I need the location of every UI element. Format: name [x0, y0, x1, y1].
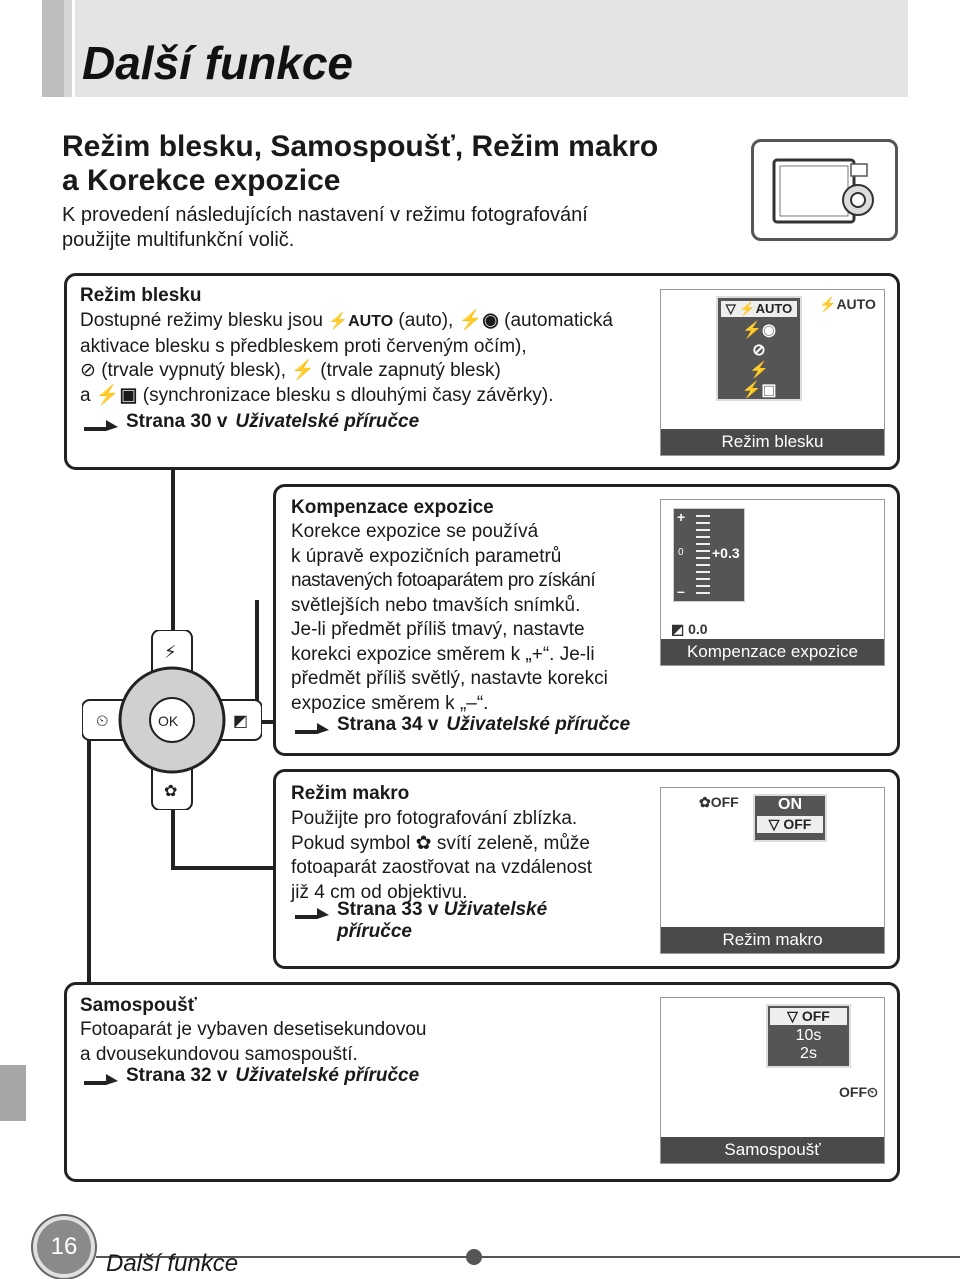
macro-tulip-icon: ✿	[415, 832, 432, 854]
svg-text:⏲: ⏲	[96, 711, 109, 730]
timer-menu-10s[interactable]: 10s	[795, 1027, 822, 1044]
reference-arrow-icon	[84, 415, 118, 429]
macro-line-1: Použijte pro fotografování zblízka.	[291, 808, 578, 829]
macro-ref-italic-2: příručce	[337, 921, 412, 942]
flash-line3-b: (trvale zapnutý blesk)	[320, 360, 501, 381]
exposure-line-7: předmět příliš světlý, nastavte korekci	[291, 668, 608, 689]
flash-line1-b: (auto),	[398, 310, 454, 331]
flash-line1-a: Dostupné režimy blesku jsou	[80, 310, 323, 331]
intro-line-2: použijte multifunkční volič.	[62, 229, 295, 251]
flash-menu-on-icon[interactable]: ⚡	[749, 362, 769, 379]
timer-line-1: Fotoaparát je vybaven desetisekundovou	[80, 1019, 427, 1040]
header-stripe	[42, 0, 64, 97]
macro-screen-caption: Režim makro	[661, 927, 884, 953]
flash-line1-c: (automatická	[504, 310, 613, 331]
flash-menu	[716, 296, 802, 401]
macro-ref-text: Strana 33 v	[337, 899, 439, 920]
macro-text	[291, 807, 651, 905]
timer-line-2: a dvousekundovou samospouští.	[80, 1043, 358, 1065]
flash-text	[80, 309, 650, 408]
timer-screen	[660, 997, 885, 1164]
svg-text:✿: ✿	[164, 781, 178, 800]
exposure-ref-italic: Uživatelské příručce	[446, 714, 631, 735]
ok-button[interactable]: OK	[158, 713, 179, 729]
page-title: Další funkce	[82, 37, 353, 89]
exposure-screen-caption: Kompenzace expozice	[661, 639, 884, 665]
svg-text:◩: ◩	[233, 711, 249, 730]
macro-menu-off[interactable]: ▽ OFF	[757, 816, 823, 833]
macro-ref-italic-1: Uživatelské	[443, 899, 548, 920]
page-number: 16	[33, 1216, 95, 1278]
exposure-line-3: nastavených fotoaparátem pro získání	[291, 570, 596, 591]
flash-screen-caption: Režim blesku	[661, 429, 884, 455]
flash-screen	[660, 289, 885, 456]
footer-marker	[466, 1249, 482, 1265]
flash-menu-redeye-icon[interactable]: ⚡◉	[742, 322, 776, 339]
flash-menu-auto[interactable]: ▽ ⚡AUTO	[721, 301, 797, 317]
section-title	[62, 130, 722, 198]
exposure-reference	[295, 714, 630, 736]
flash-line2: aktivace blesku s předbleskem proti červeným očím),	[80, 335, 527, 357]
section-title-line-2: a Korekce expozice	[62, 164, 341, 197]
macro-screen	[660, 787, 885, 954]
flash-on-icon: ⚡	[291, 360, 315, 381]
reference-arrow-icon	[295, 903, 329, 917]
timer-screen-caption: Samospoušť	[661, 1137, 884, 1163]
exposure-plus-label: +	[677, 509, 686, 525]
exposure-scale	[696, 515, 710, 597]
exposure-line-8: expozice směrem k „–“.	[291, 692, 489, 714]
timer-menu	[766, 1004, 851, 1068]
exposure-line-2: k úpravě expozičních parametrů	[291, 545, 562, 567]
exposure-corner-icon: ◩ 0.0	[671, 621, 708, 637]
flash-line4-a: a	[80, 384, 91, 406]
macro-reference	[295, 899, 547, 943]
timer-reference	[84, 1065, 419, 1087]
macro-line-4: již 4 cm od objektivu.	[291, 881, 468, 903]
flash-ref-text: Strana 30 v	[126, 411, 228, 432]
flash-slow-sync-icon: ⚡▣	[95, 384, 138, 406]
section-title-line-1: Režim blesku, Samospoušť, Režim makro	[62, 130, 659, 163]
svg-text:⚡: ⚡	[164, 642, 177, 663]
flash-ref-italic: Uživatelské příručce	[235, 411, 420, 432]
timer-menu-2s[interactable]: 2s	[800, 1045, 817, 1062]
side-tab	[0, 1065, 26, 1121]
exposure-line-5: Je-li předmět příliš tmavý, nastavte	[291, 619, 585, 640]
reference-arrow-icon	[295, 718, 329, 732]
exposure-line-6: korekci expozice směrem k „+“. Je-li	[291, 643, 595, 665]
macro-line-3: fotoaparát zaostřovat na vzdálenost	[291, 857, 593, 878]
connector-flash	[171, 470, 175, 640]
exposure-screen	[660, 499, 885, 666]
timer-heading: Samospoušť	[80, 995, 197, 1016]
intro-line-1: K provedení následujících nastavení v režimu fotografování	[62, 204, 588, 226]
flash-line3-a: (trvale vypnutý blesk),	[101, 360, 286, 381]
timer-corner-label: OFF⏲	[839, 1084, 878, 1100]
flash-menu-off-icon[interactable]: ⊘	[752, 342, 766, 359]
exposure-slider[interactable]	[673, 508, 745, 602]
macro-line-2-a: Pokud symbol	[291, 832, 411, 854]
multi-selector[interactable]	[82, 630, 262, 810]
timer-ref-text: Strana 32 v	[126, 1065, 228, 1086]
flash-screen-status: ⚡AUTO	[819, 296, 876, 312]
flash-menu-slow-icon[interactable]: ⚡▣	[741, 382, 777, 399]
macro-line-2-b: svítí zeleně, může	[436, 832, 590, 854]
exposure-line-1: Korekce expozice se používá	[291, 521, 539, 542]
exposure-value: +0.3	[712, 545, 740, 561]
timer-text	[80, 1018, 580, 1067]
exposure-text	[291, 520, 651, 716]
reference-arrow-icon	[84, 1069, 118, 1083]
exposure-heading: Kompenzace expozice	[291, 497, 494, 518]
footer-title: Další funkce	[106, 1250, 239, 1277]
flash-redeye-icon: ⚡◉	[458, 310, 499, 331]
timer-menu-off[interactable]: ▽ OFF	[770, 1008, 847, 1025]
connector-macro-h	[171, 866, 275, 870]
exposure-zero-label: 0	[678, 547, 684, 558]
section-intro	[62, 203, 742, 253]
connector-macro	[171, 800, 175, 870]
macro-heading: Režim makro	[291, 783, 410, 804]
macro-menu-on[interactable]: ON	[778, 796, 802, 813]
flash-off-icon: ⊘	[80, 360, 96, 381]
exposure-ref-text: Strana 34 v	[337, 714, 439, 735]
flash-line4-b: (synchronizace blesku s dlouhými časy závěrky).	[142, 384, 554, 406]
exposure-line-4: světlejších nebo tmavších snímků.	[291, 594, 581, 616]
macro-menu	[753, 794, 827, 842]
timer-ref-italic: Uživatelské příručce	[235, 1065, 420, 1086]
flash-auto-icon: ⚡AUTO	[328, 313, 394, 330]
macro-corner-label: ✿OFF	[699, 794, 739, 810]
camera-back-icon	[751, 139, 898, 241]
flash-reference	[84, 411, 419, 433]
flash-heading: Režim blesku	[80, 285, 202, 306]
exposure-minus-label: –	[677, 583, 685, 599]
